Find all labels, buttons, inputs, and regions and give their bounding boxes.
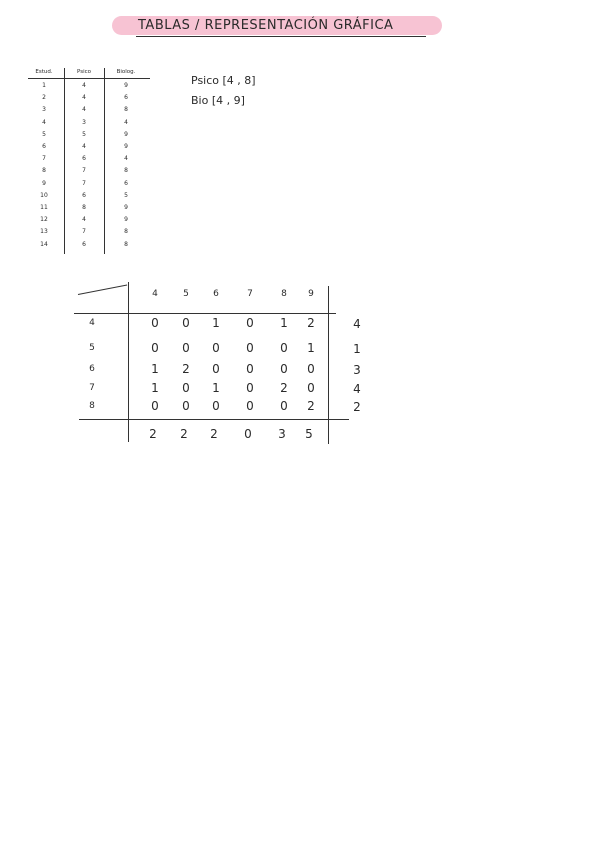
small-table-cell: 14 xyxy=(40,240,48,248)
title-underline xyxy=(136,36,426,37)
small-table-col-divider xyxy=(104,68,105,254)
contingency-cell: 0 xyxy=(246,362,254,376)
small-table-cell: 9 xyxy=(124,82,128,89)
small-table-cell: 13 xyxy=(40,228,48,236)
contingency-cell: 1 xyxy=(212,381,220,395)
small-table-cell: 6 xyxy=(124,94,128,102)
small-table-cell: 5 xyxy=(42,130,46,138)
contingency-cell: 1 xyxy=(212,316,220,330)
fi-bio-value: 2 xyxy=(180,427,188,441)
contingency-cell: 0 xyxy=(280,399,288,413)
contingency-cell: 0 xyxy=(182,316,190,330)
col-header-bio: 4 xyxy=(152,289,158,299)
contingency-cell: 0 xyxy=(246,381,254,395)
row-header-psico: 6 xyxy=(89,364,95,374)
small-table-cell: 9 xyxy=(124,216,128,224)
small-table-cell: 11 xyxy=(40,204,48,211)
fi-psico-value: 4 xyxy=(353,317,361,331)
contingency-cell: 0 xyxy=(182,381,190,395)
header-row-rule xyxy=(74,313,336,314)
small-table-cell: 7 xyxy=(42,155,46,163)
col-header-bio: 5 xyxy=(183,289,189,299)
small-table-cell: 8 xyxy=(124,240,128,248)
col-header-bio: 6 xyxy=(213,289,219,299)
contingency-cell: 0 xyxy=(212,341,220,355)
small-table-col-divider xyxy=(64,68,65,254)
bio-range: Bio [4 , 9] xyxy=(191,94,245,107)
fi-psico-value: 4 xyxy=(353,382,361,396)
contingency-cell: 1 xyxy=(151,381,159,395)
fi-psico-value: 3 xyxy=(353,363,361,377)
contingency-cell: 1 xyxy=(151,362,159,376)
psico-range: Psico [4 , 8] xyxy=(191,74,256,87)
small-table-cell: 4 xyxy=(124,155,128,163)
small-table-header-rule xyxy=(28,78,150,79)
contingency-cell: 0 xyxy=(307,362,315,376)
col-header-bio: 9 xyxy=(308,289,314,299)
small-table-cell: 5 xyxy=(82,130,86,138)
col-header-bio: 8 xyxy=(281,289,287,299)
small-table-cell: 4 xyxy=(82,82,86,89)
fi-bio-value: 3 xyxy=(278,427,286,441)
contingency-cell: 0 xyxy=(151,399,159,413)
contingency-cell: 1 xyxy=(280,316,288,330)
contingency-cell: 0 xyxy=(246,341,254,355)
small-table-cell: 6 xyxy=(82,155,86,163)
small-table-cell: 4 xyxy=(82,216,86,224)
small-table-cell: 4 xyxy=(42,118,46,126)
contingency-cell: 0 xyxy=(307,381,315,395)
small-table-cell: 6 xyxy=(124,179,128,187)
row-header-psico: 4 xyxy=(89,318,95,328)
contingency-cell: 0 xyxy=(182,399,190,413)
contingency-cell: 0 xyxy=(151,316,159,330)
small-table-cell: 9 xyxy=(42,179,46,187)
contingency-cell: 1 xyxy=(307,341,315,355)
small-table-cell: 4 xyxy=(82,143,86,150)
small-table-cell: 9 xyxy=(124,143,128,150)
small-table-cell: 6 xyxy=(82,191,86,199)
small-table-cell: 8 xyxy=(82,204,86,211)
contingency-cell: 2 xyxy=(307,316,315,330)
contingency-cell: 2 xyxy=(280,381,288,395)
contingency-cell: 0 xyxy=(280,362,288,376)
small-table-cell: 7 xyxy=(82,179,86,187)
small-table-cell: 9 xyxy=(124,204,128,211)
small-table-cell: 4 xyxy=(124,118,128,126)
small-table-cell: 6 xyxy=(82,240,86,248)
page-title: TABLAS / REPRESENTACIÓN GRÁFICA xyxy=(138,18,394,33)
col-header-bio: 7 xyxy=(247,289,253,299)
contingency-cell: 0 xyxy=(246,399,254,413)
small-table-cell: 3 xyxy=(42,106,46,114)
small-table-cell: 10 xyxy=(40,191,48,199)
small-table-cell: 8 xyxy=(124,228,128,236)
small-table-cell: 5 xyxy=(124,191,128,199)
small-table-cell: 4 xyxy=(82,106,86,114)
row-header-psico: 8 xyxy=(89,401,95,411)
small-table-header: Psico xyxy=(76,69,91,75)
totals-row-rule xyxy=(79,419,349,420)
fi-bio-value: 2 xyxy=(149,427,157,441)
fi-bio-value: 5 xyxy=(305,427,313,441)
small-table-cell: 7 xyxy=(82,228,86,236)
small-table-header: Biolog. xyxy=(116,69,136,75)
fi-bio-value: 0 xyxy=(244,427,252,441)
small-table-cell: 8 xyxy=(124,167,128,175)
fi-psico-value: 2 xyxy=(353,400,361,414)
corner-diagonal xyxy=(78,284,127,295)
contingency-cell: 0 xyxy=(212,399,220,413)
small-table-cell: 6 xyxy=(42,143,46,150)
fi-column-divider xyxy=(328,286,329,444)
contingency-cell: 0 xyxy=(280,341,288,355)
contingency-cell: 2 xyxy=(182,362,190,376)
small-table-cell: 3 xyxy=(82,118,86,126)
row-header-divider xyxy=(128,282,129,442)
contingency-cell: 0 xyxy=(182,341,190,355)
fi-psico-value: 1 xyxy=(353,342,361,356)
contingency-cell: 0 xyxy=(212,362,220,376)
small-table-cell: 4 xyxy=(82,94,86,102)
small-table-cell: 1 xyxy=(42,82,46,89)
small-table-header: Estud. xyxy=(35,69,53,75)
small-table-cell: 9 xyxy=(124,130,128,138)
small-table-cell: 2 xyxy=(42,94,46,102)
contingency-cell: 0 xyxy=(151,341,159,355)
row-header-psico: 5 xyxy=(89,343,95,353)
small-table-cell: 8 xyxy=(124,106,128,114)
small-table-cell: 8 xyxy=(42,167,46,175)
fi-bio-value: 2 xyxy=(210,427,218,441)
small-table-cell: 7 xyxy=(82,167,86,175)
contingency-cell: 0 xyxy=(246,316,254,330)
contingency-cell: 2 xyxy=(307,399,315,413)
row-header-psico: 7 xyxy=(89,383,95,393)
small-table-cell: 12 xyxy=(40,216,48,224)
